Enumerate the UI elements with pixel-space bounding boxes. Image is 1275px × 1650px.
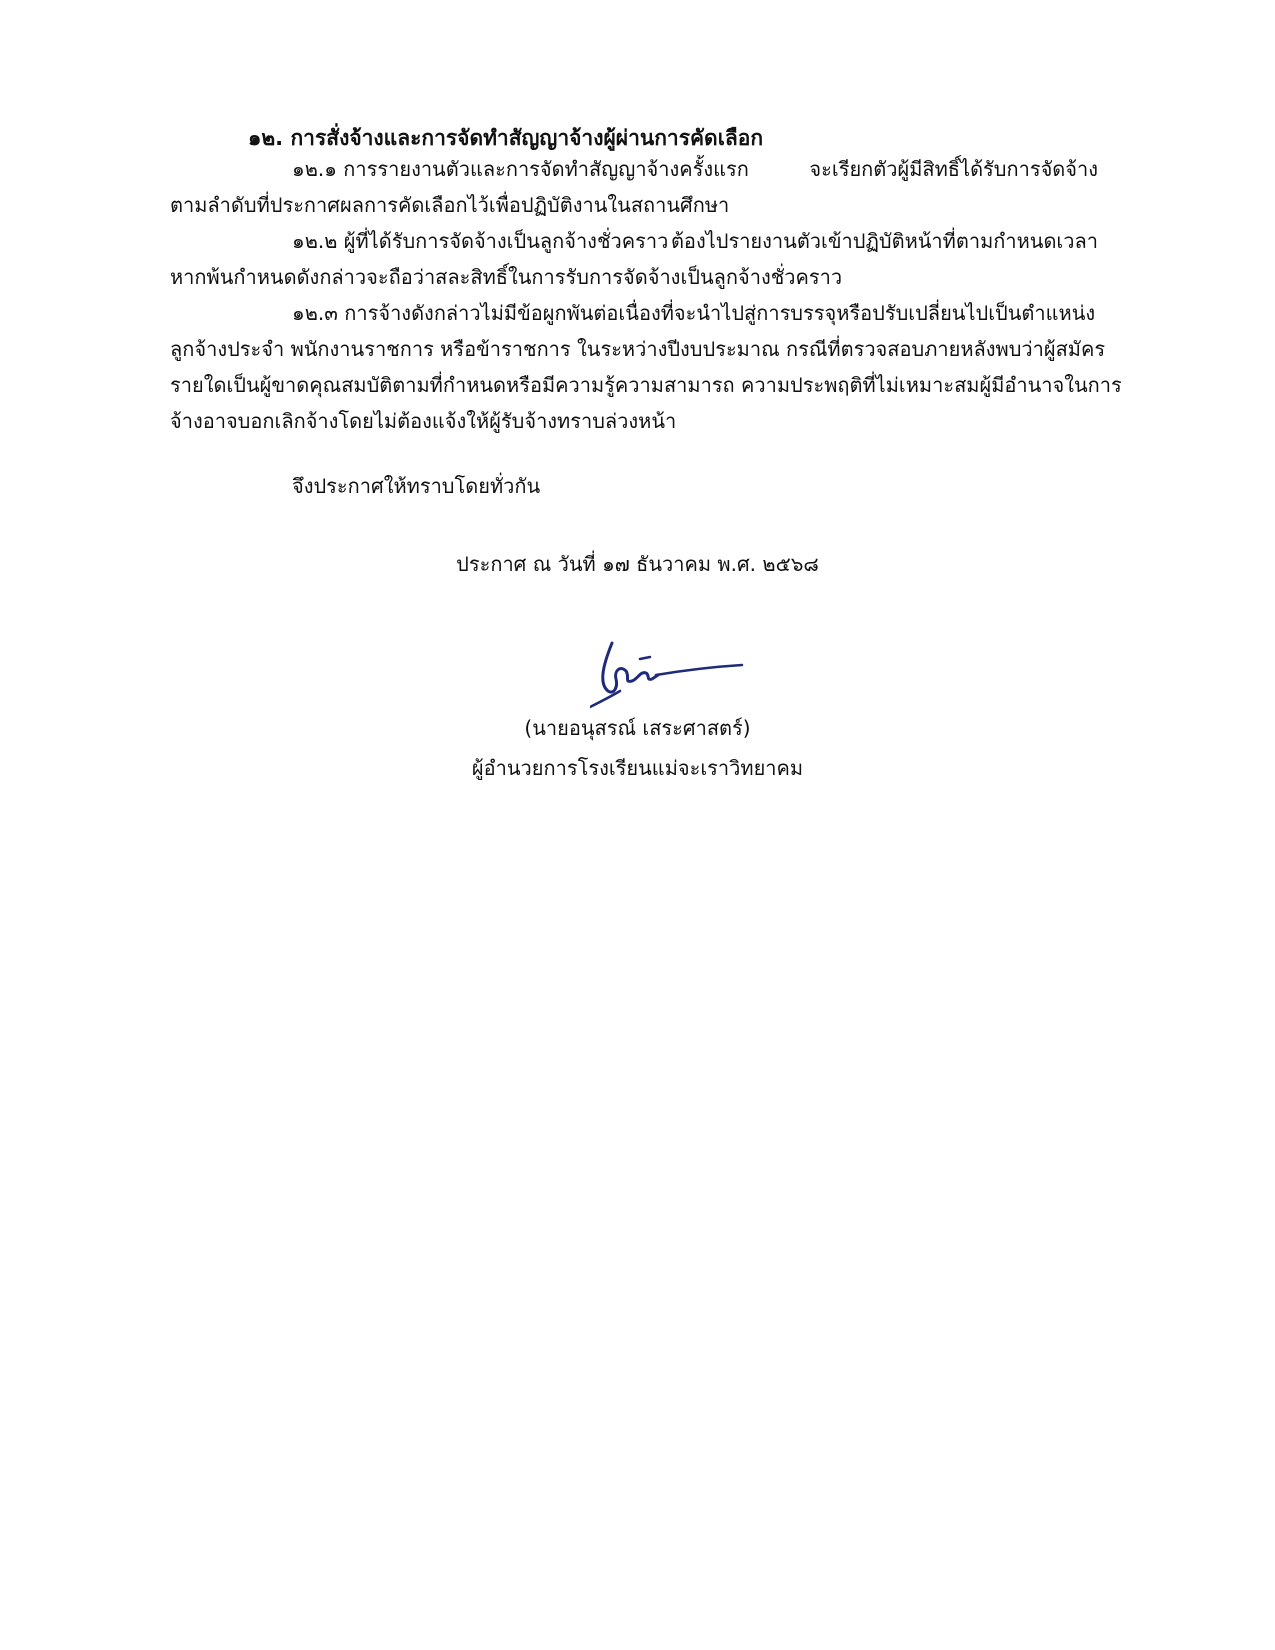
item-12-2-continuation: หากพ้นกำหนดดังกล่าวจะถือว่าสละสิทธิ์ในการรับการจัดจ้างเป็นลูกจ้างชั่วคราว	[170, 265, 843, 289]
item-12-2-first-line	[292, 226, 1098, 256]
handwritten-signature	[590, 635, 760, 715]
item-12-1-text-start: ๑๒.๑ การรายงานตัวและการจัดทำสัญญาจ้างครั้งแรก	[292, 157, 749, 181]
closing-statement: จึงประกาศให้ทราบโดยทั่วกัน	[292, 474, 541, 498]
item-12-2-text-start: ๑๒.๒ ผู้ที่ได้รับการจัดจ้างเป็นลูกจ้างชั่วคราว	[292, 229, 669, 253]
section-heading: ๑๒. การสั่งจ้างและการจัดทำสัญญาจ้างผู้ผ่านการคัดเลือก	[248, 126, 764, 150]
announcement-date: ประกาศ ณ วันที่ ๑๗ ธันวาคม พ.ศ. ๒๕๖๘	[456, 552, 819, 576]
item-12-1-text-end: จะเรียกตัวผู้มีสิทธิ์ได้รับการจัดจ้าง	[809, 157, 1098, 181]
item-12-1-continuation: ตามลำดับที่ประกาศผลการคัดเลือกไว้เพื่อปฏิบัติงานในสถานศึกษา	[170, 193, 730, 217]
signer-name: (นายอนุสรณ์ เสระศาสตร์)	[524, 716, 751, 740]
item-12-3-first-line: ๑๒.๓ การจ้างดังกล่าวไม่มีข้อผูกพันต่อเนื่องที่จะนำไปสู่การบรรจุหรือปรับเปลี่ยนไปเป็นตำแหน่ง	[292, 301, 1096, 325]
signer-position: ผู้อำนวยการโรงเรียนแม่จะเราวิทยาคม	[471, 756, 804, 780]
item-12-1-first-line	[292, 154, 1098, 184]
item-12-2-text-end: ต้องไปรายงานตัวเข้าปฏิบัติหน้าที่ตามกำหนดเวลา	[670, 229, 1098, 253]
item-12-3-continuation-1: ลูกจ้างประจำ พนักงานราชการ หรือข้าราชการ ในระหว่างปีงบประมาณ กรณีที่ตรวจสอบภายหลังพบว่าผู้สมัคร	[170, 337, 1106, 361]
item-12-3-continuation-2: รายใดเป็นผู้ขาดคุณสมบัติตามที่กำหนดหรือมีความรู้ความสามารถ ความประพฤติที่ไม่เหมาะสมผู้มีอำนาจในการ	[170, 373, 1122, 397]
item-12-3-continuation-3: จ้างอาจบอกเลิกจ้างโดยไม่ต้องแจ้งให้ผู้รับจ้างทราบล่วงหน้า	[170, 409, 677, 433]
